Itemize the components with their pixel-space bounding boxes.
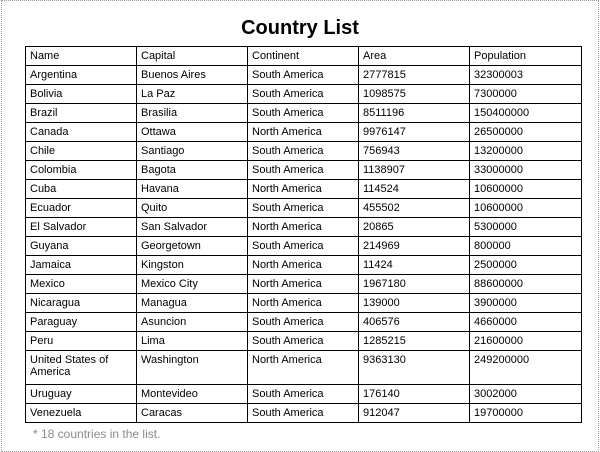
cell-continent: South America xyxy=(248,66,359,85)
table-row xyxy=(26,161,582,180)
cell-population: 7300000 xyxy=(470,85,582,104)
cell-capital: Ottawa xyxy=(137,123,248,142)
cell-capital: Brasilia xyxy=(137,104,248,123)
cell-continent: South America xyxy=(248,199,359,218)
column-header-capital: Capital xyxy=(137,47,248,66)
cell-area: 756943 xyxy=(359,142,470,161)
cell-continent: South America xyxy=(248,313,359,332)
cell-continent: North America xyxy=(248,294,359,313)
cell-continent: South America xyxy=(248,404,359,423)
cell-capital: Georgetown xyxy=(137,237,248,256)
cell-capital: Washington xyxy=(137,351,248,385)
cell-capital: Bagota xyxy=(137,161,248,180)
cell-area: 11424 xyxy=(359,256,470,275)
table-header-row xyxy=(26,47,582,66)
cell-capital: Havana xyxy=(137,180,248,199)
table-body xyxy=(26,66,582,423)
cell-area: 139000 xyxy=(359,294,470,313)
cell-area: 214969 xyxy=(359,237,470,256)
cell-population: 33000000 xyxy=(470,161,582,180)
cell-population: 800000 xyxy=(470,237,582,256)
cell-name: Guyana xyxy=(26,237,137,256)
cell-capital: Santiago xyxy=(137,142,248,161)
table-row xyxy=(26,180,582,199)
cell-continent: North America xyxy=(248,123,359,142)
cell-area: 2777815 xyxy=(359,66,470,85)
cell-area: 9976147 xyxy=(359,123,470,142)
cell-continent: North America xyxy=(248,218,359,237)
cell-population: 3002000 xyxy=(470,385,582,404)
table-row xyxy=(26,256,582,275)
cell-continent: South America xyxy=(248,85,359,104)
cell-name: Venezuela xyxy=(26,404,137,423)
cell-name: Paraguay xyxy=(26,313,137,332)
cell-population: 32300003 xyxy=(470,66,582,85)
cell-capital: Montevideo xyxy=(137,385,248,404)
cell-name: El Salvador xyxy=(26,218,137,237)
table-row xyxy=(26,237,582,256)
cell-continent: North America xyxy=(248,180,359,199)
cell-area: 9363130 xyxy=(359,351,470,385)
cell-population: 10600000 xyxy=(470,180,582,199)
cell-name: Chile xyxy=(26,142,137,161)
cell-name: Uruguay xyxy=(26,385,137,404)
cell-name: Bolivia xyxy=(26,85,137,104)
footer-note: * 18 countries in the list. xyxy=(33,427,161,441)
table-row xyxy=(26,66,582,85)
cell-population: 88600000 xyxy=(470,275,582,294)
cell-area: 114524 xyxy=(359,180,470,199)
table-row xyxy=(26,404,582,423)
table-row xyxy=(26,123,582,142)
table-row xyxy=(26,199,582,218)
cell-capital: Lima xyxy=(137,332,248,351)
table-row xyxy=(26,332,582,351)
cell-capital: Asuncion xyxy=(137,313,248,332)
cell-population: 4660000 xyxy=(470,313,582,332)
column-header-continent: Continent xyxy=(248,47,359,66)
cell-area: 176140 xyxy=(359,385,470,404)
column-header-name: Name xyxy=(26,47,137,66)
cell-area: 1285215 xyxy=(359,332,470,351)
cell-population: 249200000 xyxy=(470,351,582,385)
cell-name: Mexico xyxy=(26,275,137,294)
cell-capital: Caracas xyxy=(137,404,248,423)
cell-continent: South America xyxy=(248,161,359,180)
cell-name: Cuba xyxy=(26,180,137,199)
cell-name: Jamaica xyxy=(26,256,137,275)
cell-name: Argentina xyxy=(26,66,137,85)
country-table xyxy=(25,46,582,423)
cell-population: 26500000 xyxy=(470,123,582,142)
cell-capital: San Salvador xyxy=(137,218,248,237)
cell-continent: North America xyxy=(248,256,359,275)
cell-population: 3900000 xyxy=(470,294,582,313)
cell-population: 5300000 xyxy=(470,218,582,237)
cell-continent: South America xyxy=(248,385,359,404)
cell-area: 1967180 xyxy=(359,275,470,294)
cell-population: 21600000 xyxy=(470,332,582,351)
cell-name: Canada xyxy=(26,123,137,142)
cell-area: 20865 xyxy=(359,218,470,237)
table-row xyxy=(26,294,582,313)
cell-name: Peru xyxy=(26,332,137,351)
cell-name: Colombia xyxy=(26,161,137,180)
cell-continent: North America xyxy=(248,351,359,385)
table-row xyxy=(26,218,582,237)
table-row xyxy=(26,275,582,294)
cell-area: 1098575 xyxy=(359,85,470,104)
cell-area: 406576 xyxy=(359,313,470,332)
cell-area: 8511196 xyxy=(359,104,470,123)
column-header-population: Population xyxy=(470,47,582,66)
cell-capital: Managua xyxy=(137,294,248,313)
cell-population: 10600000 xyxy=(470,199,582,218)
cell-continent: South America xyxy=(248,332,359,351)
table-row xyxy=(26,385,582,404)
cell-population: 2500000 xyxy=(470,256,582,275)
cell-name: Brazil xyxy=(26,104,137,123)
cell-continent: South America xyxy=(248,104,359,123)
report-page xyxy=(1,0,599,452)
cell-name: United States of America xyxy=(26,351,137,385)
cell-population: 150400000 xyxy=(470,104,582,123)
cell-name: Ecuador xyxy=(26,199,137,218)
cell-area: 912047 xyxy=(359,404,470,423)
cell-capital: Mexico City xyxy=(137,275,248,294)
cell-name: Nicaragua xyxy=(26,294,137,313)
table-row xyxy=(26,142,582,161)
table-row xyxy=(26,351,582,385)
cell-capital: La Paz xyxy=(137,85,248,104)
cell-continent: South America xyxy=(248,142,359,161)
cell-capital: Buenos Aires xyxy=(137,66,248,85)
cell-population: 13200000 xyxy=(470,142,582,161)
cell-capital: Quito xyxy=(137,199,248,218)
cell-continent: South America xyxy=(248,237,359,256)
cell-capital: Kingston xyxy=(137,256,248,275)
page-title: Country List xyxy=(241,17,359,39)
cell-continent: North America xyxy=(248,275,359,294)
cell-area: 1138907 xyxy=(359,161,470,180)
table-row xyxy=(26,313,582,332)
column-header-area: Area xyxy=(359,47,470,66)
table-row xyxy=(26,85,582,104)
cell-area: 455502 xyxy=(359,199,470,218)
cell-population: 19700000 xyxy=(470,404,582,423)
table-row xyxy=(26,104,582,123)
